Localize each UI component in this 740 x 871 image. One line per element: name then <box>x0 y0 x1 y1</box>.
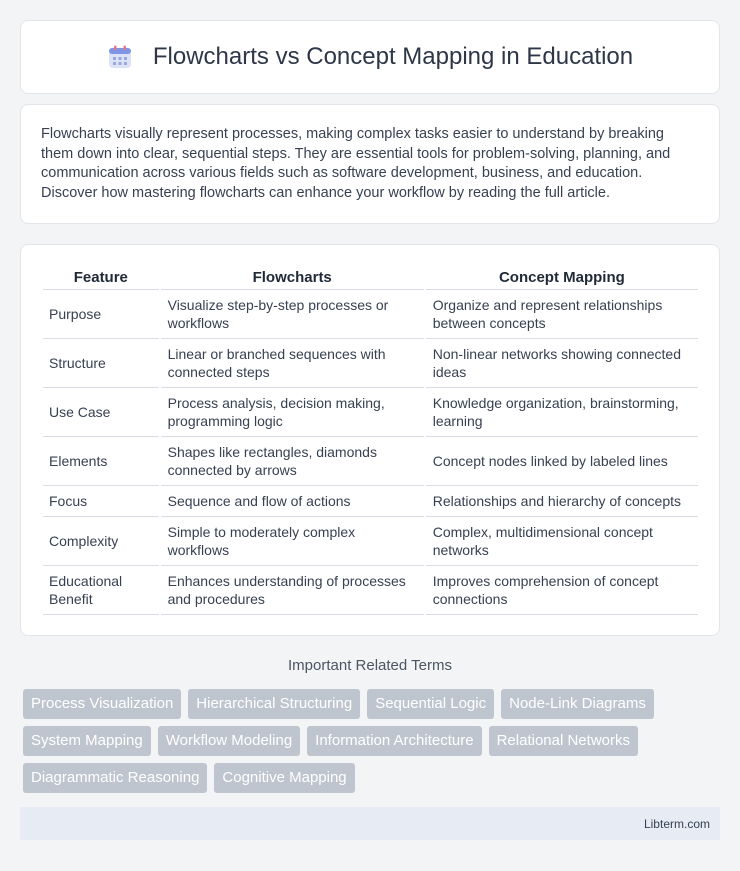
cell-flowcharts: Simple to moderately complex workflows <box>161 517 424 566</box>
tag-cognitive-mapping[interactable]: Cognitive Mapping <box>214 763 354 793</box>
cell-flowcharts: Linear or branched sequences with connected steps <box>161 339 424 388</box>
header-concept-mapping: Concept Mapping <box>426 263 698 290</box>
cell-concept-mapping: Knowledge organization, brainstorming, learning <box>426 388 698 437</box>
calendar-icon <box>107 44 133 70</box>
cell-concept-mapping: Organize and represent relationships between concepts <box>426 290 698 339</box>
cell-flowcharts: Sequence and flow of actions <box>161 486 424 517</box>
header-card <box>20 20 720 94</box>
cell-flowcharts: Visualize step-by-step processes or workflows <box>161 290 424 339</box>
table-row <box>43 486 698 517</box>
tag-hierarchical-structuring[interactable]: Hierarchical Structuring <box>188 689 360 719</box>
cell-concept-mapping: Complex, multidimensional concept networks <box>426 517 698 566</box>
footer <box>20 807 720 840</box>
tag-system-mapping[interactable]: System Mapping <box>23 726 151 756</box>
table-row <box>43 290 698 339</box>
tag-information-architecture[interactable]: Information Architecture <box>307 726 481 756</box>
table-row <box>43 517 698 566</box>
table-row <box>43 566 698 615</box>
table-row <box>43 388 698 437</box>
cell-flowcharts: Shapes like rectangles, diamonds connected by arrows <box>161 437 424 486</box>
cell-feature: Focus <box>43 486 159 517</box>
comparison-table <box>43 263 698 615</box>
tag-diagrammatic-reasoning[interactable]: Diagrammatic Reasoning <box>23 763 207 793</box>
intro-text: Flowcharts visually represent processes, making complex tasks easier to understand by breaking them down into clear, sequential steps. They are essential tools for problem-solving, planning, and communication across various fields such as software development, business, and education. Discover how mastering flowcharts can enhance your workflow by reading the full article. <box>41 126 671 201</box>
tag-node-link-diagrams[interactable]: Node-Link Diagrams <box>501 689 654 719</box>
table-row <box>43 437 698 486</box>
cell-concept-mapping: Relationships and hierarchy of concepts <box>426 486 698 517</box>
intro-card <box>20 104 720 224</box>
tag-workflow-modeling[interactable]: Workflow Modeling <box>158 726 300 756</box>
tag-process-visualization[interactable]: Process Visualization <box>23 689 181 719</box>
tag-sequential-logic[interactable]: Sequential Logic <box>367 689 494 719</box>
cell-flowcharts: Enhances understanding of processes and procedures <box>161 566 424 615</box>
tag-relational-networks[interactable]: Relational Networks <box>489 726 638 756</box>
cell-feature: Educational Benefit <box>43 566 159 615</box>
cell-feature: Purpose <box>43 290 159 339</box>
cell-concept-mapping: Non-linear networks showing connected ideas <box>426 339 698 388</box>
related-terms-title: Important Related Terms <box>288 657 452 674</box>
cell-concept-mapping: Improves comprehension of concept connections <box>426 566 698 615</box>
related-terms-tags <box>23 689 723 800</box>
cell-feature: Elements <box>43 437 159 486</box>
footer-site-link[interactable]: Libterm.com <box>643 816 710 831</box>
cell-feature: Complexity <box>43 517 159 566</box>
cell-feature: Use Case <box>43 388 159 437</box>
cell-feature: Structure <box>43 339 159 388</box>
title-wrap <box>107 43 633 71</box>
table-row <box>43 339 698 388</box>
header-feature: Feature <box>43 263 159 290</box>
comparison-table-card <box>20 244 720 636</box>
page-title: Flowcharts vs Concept Mapping in Education <box>152 43 634 70</box>
cell-concept-mapping: Concept nodes linked by labeled lines <box>426 437 698 486</box>
header-flowcharts: Flowcharts <box>161 263 424 290</box>
table-header-row <box>43 263 698 290</box>
cell-flowcharts: Process analysis, decision making, programming logic <box>161 388 424 437</box>
